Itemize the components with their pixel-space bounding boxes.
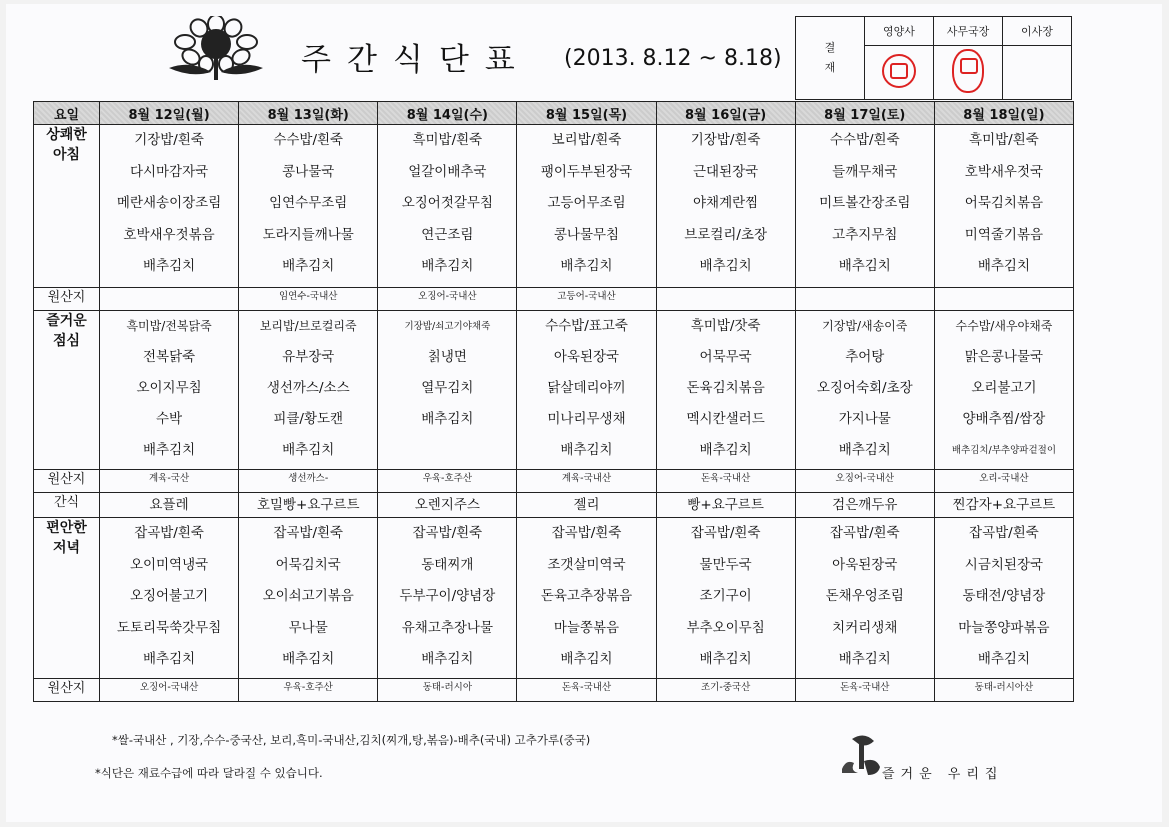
menu-item: 아욱된장국 <box>553 349 620 365</box>
menu-item: 야채계란찜 <box>693 195 759 211</box>
origin-cell: 조기-중국산 <box>656 679 795 702</box>
origin-cell <box>100 288 239 311</box>
brand-name: 즐거운 우리집 <box>882 767 1004 782</box>
menu-item: 배추김치/부추양파겉절이 <box>951 445 1056 456</box>
day-header-row <box>34 102 1074 125</box>
menu-item: 돈채우엉조림 <box>825 588 904 604</box>
menu-item: 고추지무침 <box>832 226 898 243</box>
menu-item: 콩나물국 <box>282 163 335 180</box>
menu-item: 연근조림 <box>421 226 474 243</box>
snack-label: 간식 <box>34 493 100 518</box>
menu-item: 도라지들깨나물 <box>262 226 354 243</box>
menu-item: 시금치된장국 <box>964 556 1044 573</box>
menu-item: 기장밥/흰죽 <box>690 132 761 148</box>
lunch-cell <box>517 311 656 470</box>
lunch-cell <box>239 311 378 470</box>
origin-cell <box>934 288 1073 311</box>
menu-item: 수수밥/흰죽 <box>273 132 344 148</box>
dinner-cell <box>795 518 934 679</box>
day-header: 8월 16일(금) <box>656 102 795 125</box>
breakfast-cell <box>378 125 517 288</box>
origin-cell: 오징어-국내산 <box>100 679 239 702</box>
menu-item: 어묵김치국 <box>275 556 341 573</box>
menu-item: 배추김치 <box>142 258 196 274</box>
approval-role-nutritionist: 영양사 <box>865 17 934 46</box>
dinner-cell <box>656 518 795 679</box>
menu-item: 어묵무국 <box>699 349 752 365</box>
origin-cell: 계육-국산 <box>100 470 239 493</box>
menu-item: 도토리묵쑥갓무침 <box>116 619 222 636</box>
menu-item: 추어탕 <box>845 349 885 365</box>
origin-label: 원산지 <box>34 470 100 493</box>
menu-item: 잡곡밥/흰죽 <box>969 525 1039 541</box>
approval-role-director: 이사장 <box>1003 17 1072 46</box>
menu-item: 오이미역냉국 <box>129 556 209 573</box>
menu-item: 배추김치 <box>699 442 752 458</box>
menu-item: 마늘쫑볶음 <box>553 619 620 636</box>
origin-cell: 동태-러시아산 <box>934 679 1073 702</box>
breakfast-label: 상쾌한 아침 <box>34 125 100 288</box>
origin-cell <box>656 288 795 311</box>
menu-item: 닭살데리야끼 <box>547 380 626 396</box>
menu-item: 기장밥/쇠고기야채죽 <box>404 321 491 332</box>
menu-item: 부추오이무침 <box>686 619 765 636</box>
menu-item: 무나물 <box>288 619 328 636</box>
origin-cell: 돈육-국내산 <box>656 470 795 493</box>
menu-item: 잡곡밥/흰죽 <box>412 525 483 541</box>
menu-item: 배추김치 <box>699 258 752 274</box>
menu-item: 동태찌개 <box>421 556 474 573</box>
day-header: 8월 14일(수) <box>378 102 517 125</box>
weekly-menu-table <box>33 101 1074 702</box>
menu-item: 들깨무채국 <box>832 163 898 180</box>
menu-item: 고등어무조림 <box>547 195 626 211</box>
menu-item: 마늘쫑양파볶음 <box>958 619 1050 636</box>
menu-item: 배추김치 <box>560 258 613 274</box>
menu-item: 배추김치 <box>282 651 335 667</box>
lunch-cell <box>934 311 1073 470</box>
supply-note: *식단은 재료수급에 따라 달라질 수 있습니다. <box>95 766 323 780</box>
menu-item: 기장밥/흰죽 <box>134 132 204 148</box>
snack-cell: 검은깨두유 <box>795 493 934 518</box>
menu-item: 오징어숙회/초장 <box>816 380 913 396</box>
menu-item: 양배추찜/쌈장 <box>962 411 1046 427</box>
breakfast-cell <box>795 125 934 288</box>
seal-stamp-icon <box>952 49 984 93</box>
origin-note: *쌀-국내산 , 기장,수수-중국산, 보리,흑미-국내산,김치(찌개,탕,볶음)-배추(국내) 고추가루(중국) <box>112 733 591 747</box>
menu-item: 배추김치 <box>977 651 1030 667</box>
breakfast-cell <box>100 125 239 288</box>
origin-cell <box>795 288 934 311</box>
cooking-pot-logo-icon <box>838 733 884 781</box>
menu-item: 유채고추장나물 <box>401 619 493 636</box>
menu-item: 호박새우젓볶음 <box>123 226 215 243</box>
date-range: (2013. 8.12 ~ 8.18) <box>564 46 782 71</box>
origin-cell: 오징어-국내산 <box>378 288 517 311</box>
menu-item: 동태전/양념장 <box>962 588 1046 604</box>
snack-cell: 젤리 <box>517 493 656 518</box>
menu-item: 조기구이 <box>699 588 752 604</box>
menu-item: 아욱된장국 <box>832 556 898 573</box>
origin-label: 원산지 <box>34 679 100 702</box>
menu-item: 수박 <box>156 411 183 427</box>
menu-item: 호박새우젓국 <box>964 163 1044 180</box>
origin-label: 원산지 <box>34 288 100 311</box>
menu-item: 흑미밥/전복닭죽 <box>126 319 212 333</box>
breakfast-cell <box>239 125 378 288</box>
snack-row <box>34 493 1074 518</box>
page-title: 주간식단표 <box>301 42 531 78</box>
menu-item: 미나리무생채 <box>547 411 626 427</box>
dinner-row <box>34 518 1074 679</box>
menu-item: 콩나물무침 <box>553 226 620 243</box>
menu-item: 배추김치 <box>282 442 335 458</box>
menu-item: 전복닭죽 <box>142 349 196 365</box>
menu-item: 맑은콩나물국 <box>964 349 1044 365</box>
day-header: 8월 12일(월) <box>100 102 239 125</box>
snack-cell: 찐감자+요구르트 <box>934 493 1073 518</box>
origin-cell: 돈육-국내산 <box>795 679 934 702</box>
origin-cell: 오징어-국내산 <box>795 470 934 493</box>
menu-item: 조갯살미역국 <box>547 556 626 573</box>
approval-box <box>795 16 1072 100</box>
snack-cell: 빵+요구르트 <box>656 493 795 518</box>
origin-cell: 오리-국내산 <box>934 470 1073 493</box>
menu-item: 브로컬리/초장 <box>684 226 768 243</box>
menu-item: 미트볼간장조림 <box>819 195 911 211</box>
origin-cell: 우육-호주산 <box>239 679 378 702</box>
day-header: 8월 17일(토) <box>795 102 934 125</box>
origin-cell: 동태-러시아 <box>378 679 517 702</box>
snack-cell: 요플레 <box>100 493 239 518</box>
dinner-cell <box>100 518 239 679</box>
menu-item: 피클/황도캔 <box>273 411 344 427</box>
seal-stamp-icon <box>882 54 916 88</box>
menu-item: 다시마감자국 <box>129 163 209 180</box>
dinner-origin-row <box>34 679 1074 702</box>
menu-item: 수수밥/흰죽 <box>829 132 900 148</box>
dinner-cell <box>934 518 1073 679</box>
menu-item: 배추김치 <box>560 442 613 458</box>
menu-item: 보리밥/흰죽 <box>551 132 622 148</box>
corner-label: 요일 <box>34 102 100 125</box>
menu-item: 배추김치 <box>977 258 1030 274</box>
menu-item: 열무김치 <box>421 380 474 396</box>
menu-item: 흑미밥/잣죽 <box>690 318 761 334</box>
dinner-cell <box>517 518 656 679</box>
menu-item: 잡곡밥/흰죽 <box>551 525 622 541</box>
menu-item: 잡곡밥/흰죽 <box>273 525 344 541</box>
day-header: 8월 18일(일) <box>934 102 1073 125</box>
menu-item: 오징어젓갈무침 <box>401 195 493 211</box>
menu-item: 배추김치 <box>838 651 891 667</box>
menu-item: 팽이두부된장국 <box>540 163 633 180</box>
menu-item: 오징어불고기 <box>129 588 209 604</box>
director-signature-empty <box>1003 46 1072 100</box>
manager-stamp <box>934 46 1003 100</box>
snack-cell: 오렌지주스 <box>378 493 517 518</box>
approval-label: 결 재 <box>796 17 865 100</box>
menu-item: 물만두국 <box>699 556 752 573</box>
menu-item: 잡곡밥/흰죽 <box>690 525 761 541</box>
dinner-cell <box>378 518 517 679</box>
menu-item: 기장밥/새송이죽 <box>822 319 908 333</box>
menu-item: 돈육고추장볶음 <box>540 588 633 604</box>
menu-item: 잡곡밥/흰죽 <box>829 525 900 541</box>
menu-item: 배추김치 <box>421 651 474 667</box>
menu-item: 오이지무침 <box>136 380 202 396</box>
flower-logo-icon <box>161 16 271 82</box>
menu-item: 메란새송이장조림 <box>116 195 222 211</box>
lunch-cell <box>100 311 239 470</box>
menu-item: 배추김치 <box>838 442 891 458</box>
origin-cell: 계육-국내산 <box>517 470 656 493</box>
menu-item: 돈육김치볶음 <box>686 380 765 396</box>
menu-item: 가지나물 <box>838 411 891 427</box>
day-header: 8월 13일(화) <box>239 102 378 125</box>
lunch-row <box>34 311 1074 470</box>
menu-item: 보리밥/브로컬리죽 <box>259 319 357 333</box>
origin-cell: 생선까스- <box>239 470 378 493</box>
menu-item: 배추김치 <box>699 651 752 667</box>
dinner-cell <box>239 518 378 679</box>
breakfast-cell <box>656 125 795 288</box>
menu-item: 근대된장국 <box>693 163 759 180</box>
breakfast-cell <box>517 125 656 288</box>
lunch-origin-row <box>34 470 1074 493</box>
menu-item: 오이쇠고기볶음 <box>262 588 354 604</box>
menu-item: 칡냉면 <box>427 349 467 365</box>
menu-item: 유부장국 <box>282 349 335 365</box>
day-header: 8월 15일(목) <box>517 102 656 125</box>
breakfast-row <box>34 125 1074 288</box>
lunch-cell <box>795 311 934 470</box>
menu-item: 배추김치 <box>142 442 196 458</box>
menu-item: 배추김치 <box>421 411 474 427</box>
menu-item: 생선까스/소스 <box>266 380 350 396</box>
menu-item: 배추김치 <box>142 651 196 667</box>
dinner-label: 편안한 저녁 <box>34 518 100 679</box>
menu-item: 흑미밥/흰죽 <box>969 132 1039 148</box>
menu-item: 오리불고기 <box>971 380 1037 396</box>
snack-cell: 호밀빵+요구르트 <box>239 493 378 518</box>
menu-item: 배추김치 <box>421 258 474 274</box>
origin-cell: 우육-호주산 <box>378 470 517 493</box>
menu-item: 배추김치 <box>838 258 891 274</box>
menu-item: 멕시칸샐러드 <box>686 411 765 427</box>
menu-item: 흑미밥/흰죽 <box>412 132 483 148</box>
menu-item: 임연수무조림 <box>269 195 348 211</box>
menu-item: 얼갈이배추국 <box>408 163 487 180</box>
lunch-label: 즐거운 점심 <box>34 311 100 470</box>
menu-item: 미역줄기볶음 <box>964 226 1044 243</box>
menu-item: 잡곡밥/흰죽 <box>134 525 204 541</box>
origin-cell: 돈육-국내산 <box>517 679 656 702</box>
menu-item: 배추김치 <box>560 651 613 667</box>
menu-item: 두부구이/양념장 <box>399 588 496 604</box>
lunch-cell <box>656 311 795 470</box>
origin-cell: 고등어-국내산 <box>517 288 656 311</box>
menu-item: 배추김치 <box>282 258 335 274</box>
nutritionist-stamp <box>865 46 934 100</box>
breakfast-cell <box>934 125 1073 288</box>
origin-cell: 임연수-국내산 <box>239 288 378 311</box>
approval-role-manager: 사무국장 <box>934 17 1003 46</box>
menu-item: 수수밥/새우야채죽 <box>955 319 1053 333</box>
menu-item: 수수밥/표고죽 <box>545 318 628 334</box>
menu-item: 치커리생채 <box>832 619 898 636</box>
lunch-cell <box>378 311 517 470</box>
breakfast-origin-row <box>34 288 1074 311</box>
menu-item: 어묵김치볶음 <box>964 195 1044 211</box>
